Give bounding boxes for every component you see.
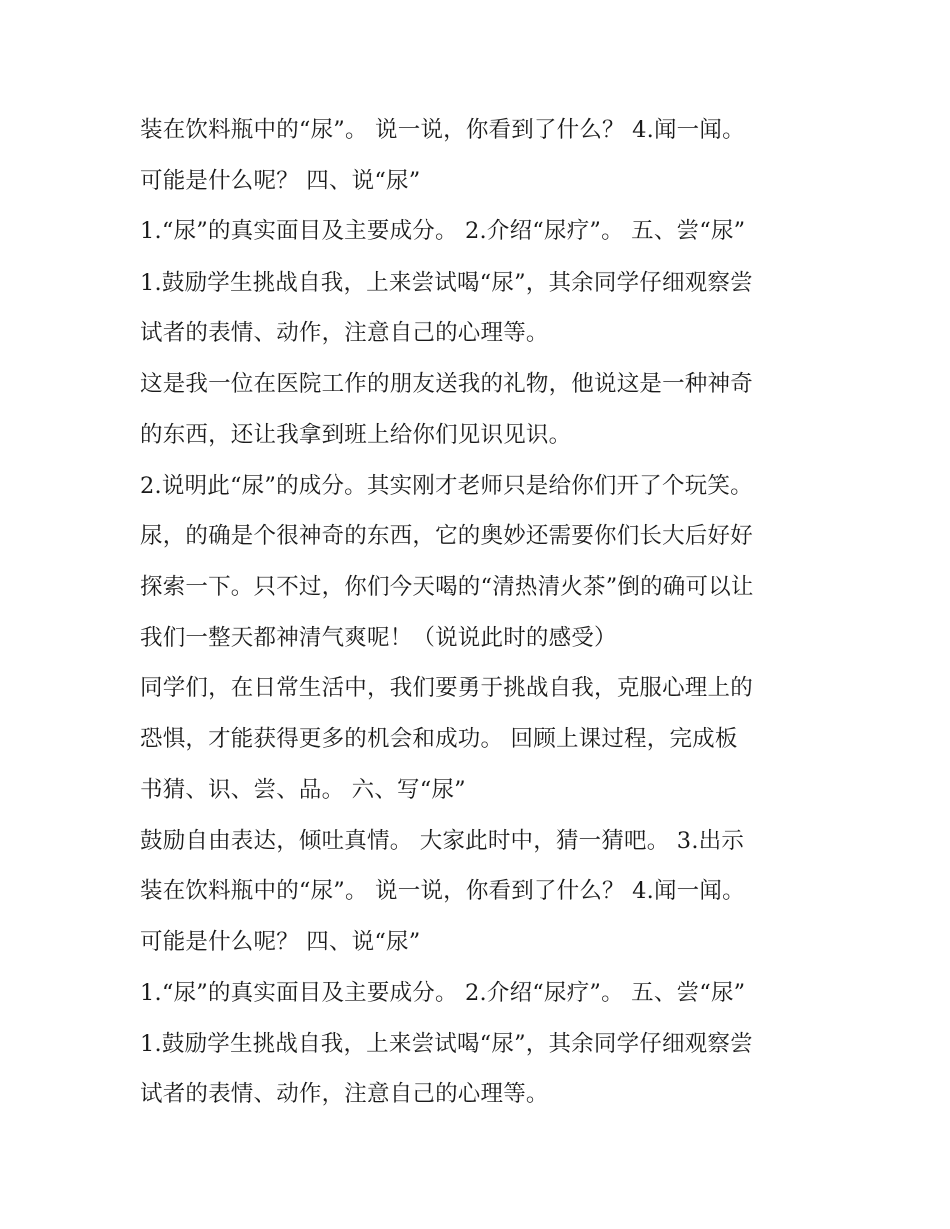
text-line: 恐惧，才能获得更多的机会和成功。 回顾上课过程，完成板 bbox=[140, 726, 738, 752]
text-line: 探索一下。只不过，你们今天喝的“清热清火茶”倒的确可以让 bbox=[140, 574, 754, 600]
text-line: 这是我一位在医院工作的朋友送我的礼物，他说这是一种神奇 bbox=[140, 371, 753, 397]
text-line: 1.“尿”的真实面目及主要成分。 2.介绍“尿疗”。 五、尝“尿” bbox=[140, 980, 746, 1006]
text-line: 可能是什么呢？ 四、说“尿” bbox=[140, 168, 421, 194]
text-line: 我们一整天都神清气爽呢！（说说此时的感受） bbox=[140, 625, 617, 651]
text-line: 可能是什么呢？ 四、说“尿” bbox=[140, 929, 421, 955]
text-line: 1.鼓励学生挑战自我，上来尝试喝“尿”，其余同学仔细观察尝 bbox=[140, 1031, 753, 1057]
text-line: 1.鼓励学生挑战自我，上来尝试喝“尿”，其余同学仔细观察尝 bbox=[140, 270, 753, 296]
text-line: 书猜、识、尝、品。 六、写“尿” bbox=[140, 777, 466, 803]
text-line: 装在饮料瓶中的“尿”。 说一说，你看到了什么？ 4.闻一闻。 bbox=[140, 117, 745, 143]
text-line: 装在饮料瓶中的“尿”。 说一说，你看到了什么？ 4.闻一闻。 bbox=[140, 878, 745, 904]
text-line: 2.说明此“尿”的成分。其实刚才老师只是给你们开了个玩笑。 bbox=[140, 473, 753, 499]
text-line: 试者的表情、动作，注意自己的心理等。 bbox=[140, 1081, 549, 1107]
text-line: 鼓励自由表达，倾吐真情。 大家此时中，猜一猜吧。 3.出示 bbox=[140, 828, 745, 854]
text-line: 1.“尿”的真实面目及主要成分。 2.介绍“尿疗”。 五、尝“尿” bbox=[140, 218, 746, 244]
text-line: 试者的表情、动作，注意自己的心理等。 bbox=[140, 320, 549, 346]
text-line: 尿，的确是个很神奇的东西，它的奥妙还需要你们长大后好好 bbox=[140, 523, 753, 549]
text-line: 同学们，在日常生活中，我们要勇于挑战自我，克服心理上的 bbox=[140, 675, 753, 701]
text-line: 的东西，还让我拿到班上给你们见识见识。 bbox=[140, 422, 572, 448]
